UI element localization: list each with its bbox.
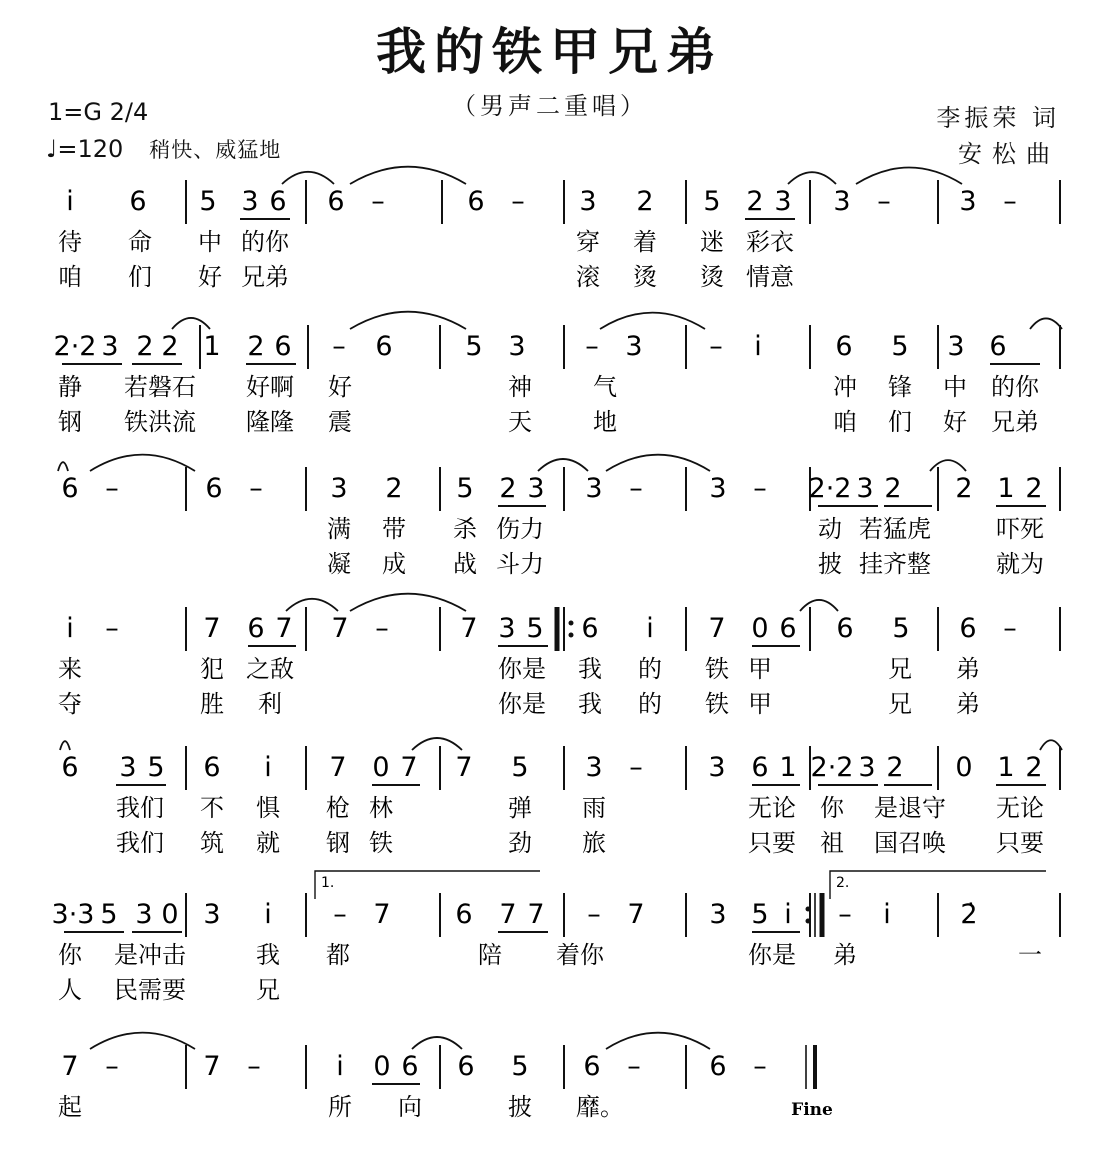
tie-arc: [282, 172, 334, 184]
note: 6: [61, 752, 79, 783]
lyric-verse-1: 带: [382, 515, 406, 543]
lyric-verse-1: 你: [58, 941, 82, 969]
lyric-verse-1: 着你: [556, 941, 604, 969]
note: 2·2: [53, 331, 97, 362]
tie-arc: [350, 312, 466, 329]
lyric-verse-2: 咱: [833, 408, 857, 436]
note: –: [877, 186, 891, 217]
note: 6: [269, 186, 287, 217]
tie-arc: [60, 741, 70, 750]
note: 3: [498, 613, 516, 644]
note: –: [1003, 613, 1017, 644]
tie-arc: [58, 462, 68, 471]
lyric-verse-2: 情意: [746, 263, 794, 291]
tie-arc: [930, 460, 966, 471]
lyric-verse-2: 兄弟: [991, 408, 1039, 436]
lyric-verse-1: 无论: [748, 794, 796, 822]
note: –: [585, 331, 599, 362]
lyric-verse-1: 若磐石: [124, 373, 196, 401]
note: 6: [835, 331, 853, 362]
lyric-verse-1: 是冲击: [114, 941, 186, 969]
lyric-verse-2: 利: [258, 690, 282, 718]
lyric-verse-2: 兄弟: [241, 263, 289, 291]
note: 5: [891, 331, 909, 362]
lyric-verse-1: 气: [593, 373, 617, 401]
note: 3: [579, 186, 597, 217]
lyric-verse-2: 胜: [200, 690, 224, 718]
note: 5: [199, 186, 217, 217]
lyric-verse-1: 静: [58, 373, 82, 401]
note: 3: [119, 752, 137, 783]
lyric-verse-1: 是退守: [874, 794, 946, 822]
note: i̇: [264, 899, 272, 930]
lyric-verse-1: 雨: [582, 794, 606, 822]
tie-arc: [412, 738, 462, 750]
lyric-verse-1: 靡。: [576, 1093, 624, 1121]
note: 7: [527, 899, 545, 930]
lyric-verse-1: 弟: [833, 941, 857, 969]
note: 5: [147, 752, 165, 783]
note: 0: [161, 899, 179, 930]
lyric-verse-2: 天: [508, 408, 532, 436]
note: 0: [751, 613, 769, 644]
note: 6: [129, 186, 147, 217]
volta-label-1: 1.: [321, 875, 335, 891]
note: 2·2: [810, 752, 854, 783]
note: 6: [455, 899, 473, 930]
lyric-verse-2: 烫: [633, 263, 657, 291]
lyric-verse-1: 迷: [700, 228, 724, 256]
note: i̇: [646, 613, 654, 644]
note: –: [587, 899, 601, 930]
note: 5: [456, 473, 474, 504]
tie-arc: [606, 455, 710, 471]
note: 2̇: [960, 899, 978, 930]
note: 3: [947, 331, 965, 362]
note: 6: [583, 1051, 601, 1082]
lyric-verse-1: 的你: [241, 228, 289, 256]
lyric-verse-1: 林: [369, 794, 393, 822]
note: 3: [585, 752, 603, 783]
repeat-dot: [569, 621, 574, 626]
lyric-verse-1: 好: [328, 373, 352, 401]
note: –: [249, 473, 263, 504]
note: i̇: [66, 186, 74, 217]
note: 5: [100, 899, 118, 930]
lyric-verse-1: 来: [58, 655, 82, 683]
tempo-value: =120: [57, 135, 124, 163]
lyric-verse-2: 披: [818, 550, 842, 578]
lyric-verse-2: 滚: [576, 263, 600, 291]
note: –: [1003, 186, 1017, 217]
tie-arc: [90, 455, 195, 471]
song-subtitle: （男声二重唱）: [452, 92, 648, 120]
lyric-verse-1: 满: [327, 515, 351, 543]
tie-arc: [788, 172, 836, 184]
note: 5: [751, 899, 769, 930]
lyric-verse-2: 铁: [705, 690, 729, 718]
note: 2: [1025, 752, 1043, 783]
note: 3: [709, 899, 727, 930]
note: i̇: [336, 1051, 344, 1082]
lyric-verse-1: 所: [328, 1093, 352, 1121]
note: 7: [331, 613, 349, 644]
note: 6: [203, 752, 221, 783]
note: 6: [581, 613, 599, 644]
note: 3: [833, 186, 851, 217]
note: 2: [886, 752, 904, 783]
lyric-verse-1: 锋: [888, 373, 912, 401]
lyric-verse-2: 烫: [700, 263, 724, 291]
note: 7: [275, 613, 293, 644]
lyric-verse-2: 成: [382, 550, 406, 578]
lyric-verse-2: 斗力: [496, 550, 544, 578]
note: 5: [526, 613, 544, 644]
lyric-verse-1: 杀: [453, 515, 477, 543]
composer-credit: 安松曲: [958, 140, 1060, 168]
note: 2: [1025, 473, 1043, 504]
note: –: [105, 473, 119, 504]
lyric-verse-1: 动: [818, 515, 842, 543]
note: –: [627, 1051, 641, 1082]
note: 7: [455, 752, 473, 783]
note: 5: [892, 613, 910, 644]
lyric-verse-1: 神: [508, 373, 532, 401]
lyric-verse-1: 兄: [888, 655, 912, 683]
lyric-verse-1: 你是: [748, 941, 796, 969]
note: –: [247, 1051, 261, 1082]
fine-marking: Fine: [791, 1100, 833, 1120]
note: –: [629, 752, 643, 783]
note: 6: [375, 331, 393, 362]
note: 3: [330, 473, 348, 504]
note: 3: [625, 331, 643, 362]
lyric-verse-2: 甲: [748, 690, 772, 718]
note: 3: [585, 473, 603, 504]
lyric-verse-2: 的: [638, 690, 662, 718]
note: –: [105, 613, 119, 644]
note: 6: [751, 752, 769, 783]
note: 6: [709, 1051, 727, 1082]
tie-arc: [412, 1037, 462, 1049]
lyric-verse-2: 铁: [369, 829, 393, 857]
lyric-verse-2: 咱: [58, 263, 82, 291]
volta-label-2: 2.: [836, 875, 850, 891]
note: –: [753, 473, 767, 504]
lyric-verse-1: 你是: [498, 655, 546, 683]
lyric-verse-2: 旅: [582, 829, 606, 857]
note: 1: [203, 331, 221, 362]
repeat-dot: [806, 907, 811, 912]
lyric-verse-1: 起: [58, 1093, 82, 1121]
note: 7: [460, 613, 478, 644]
note: –: [332, 331, 346, 362]
lyric-verse-1: 的: [638, 655, 662, 683]
lyric-verse-2: 地: [593, 408, 617, 436]
lyric-verse-1: 陪: [478, 941, 502, 969]
tie-arc: [856, 168, 962, 184]
lyric-verse-2: 凝: [327, 550, 351, 578]
lyric-verse-1: 犯: [200, 655, 224, 683]
lyric-verse-1: 好啊: [246, 373, 294, 401]
note: 6: [247, 613, 265, 644]
lyric-verse-1: 惧: [256, 794, 280, 822]
lyric-verse-2: 们: [888, 408, 912, 436]
note: 5: [465, 331, 483, 362]
lyric-verse-1: 都: [326, 941, 350, 969]
lyric-verse-2: 铁洪流: [124, 408, 196, 436]
lyric-verse-2: 兄: [888, 690, 912, 718]
note: 3: [959, 186, 977, 217]
lyric-verse-1: 向: [398, 1093, 422, 1121]
note: 3: [241, 186, 259, 217]
note: –: [375, 613, 389, 644]
note: 6: [274, 331, 292, 362]
note: i̇: [784, 899, 792, 930]
note: 2: [955, 473, 973, 504]
note: 3: [203, 899, 221, 930]
lyric-verse-1: 冲: [833, 373, 857, 401]
lyric-verse-1: 无论: [996, 794, 1044, 822]
lyric-verse-2: 夺: [58, 690, 82, 718]
lyric-verse-1: 枪: [326, 794, 350, 822]
lyric-verse-1: 着: [633, 228, 657, 256]
lyric-verse-2: 挂齐整: [859, 550, 931, 578]
lyric-verse-2: 筑: [200, 829, 224, 857]
lyric-verse-2: 劲: [508, 829, 532, 857]
note: –: [629, 473, 643, 504]
tie-arc: [172, 318, 210, 329]
lyric-verse-2: 钢: [326, 829, 350, 857]
lyric-verse-2: 隆隆: [246, 408, 294, 436]
note: i̇: [66, 613, 74, 644]
note: 7: [373, 899, 391, 930]
note: 6: [836, 613, 854, 644]
note: 2: [247, 331, 265, 362]
lyric-verse-1: 披: [508, 1093, 532, 1121]
note: 3: [858, 752, 876, 783]
lyric-verse-2: 国召唤: [874, 829, 946, 857]
note: 7: [499, 899, 517, 930]
note: –: [838, 899, 852, 930]
note: 7: [203, 613, 221, 644]
note: 2: [884, 473, 902, 504]
lyric-verse-1: 甲: [748, 655, 772, 683]
note: 6: [959, 613, 977, 644]
lyric-verse-1: 弹: [508, 794, 532, 822]
note: 7: [203, 1051, 221, 1082]
note: 5: [511, 1051, 529, 1082]
lyric-verse-2: 你是: [498, 690, 546, 718]
note: 0: [372, 752, 390, 783]
tie-arc: [286, 599, 338, 611]
note: –: [511, 186, 525, 217]
tie-arc: [800, 600, 838, 611]
lyric-verse-2: 我们: [116, 829, 164, 857]
lyric-verse-2: 好: [198, 263, 222, 291]
lyric-verse-1: 命: [128, 228, 152, 256]
note: 7: [627, 899, 645, 930]
lyric-verse-2: 人: [58, 976, 82, 1004]
note: 6: [61, 473, 79, 504]
quarter-note-icon: ♩: [46, 135, 58, 163]
lyric-verse-2: 战: [453, 550, 477, 578]
lyric-verse-1: 若猛虎: [859, 515, 931, 543]
note: 1: [997, 473, 1015, 504]
lyric-verse-2: 祖: [820, 829, 844, 857]
note: 0: [373, 1051, 391, 1082]
lyric-verse-2: 民需要: [114, 976, 186, 1004]
note: 3: [527, 473, 545, 504]
lyric-verse-2: 只要: [996, 829, 1044, 857]
lyric-verse-1: 伤力: [496, 515, 544, 543]
lyric-verse-1: 中: [198, 228, 222, 256]
note: 6: [779, 613, 797, 644]
lyric-verse-1: 彩衣: [746, 228, 794, 256]
lyric-verse-1: 铁: [705, 655, 729, 683]
lyric-verse-1: 中: [943, 373, 967, 401]
repeat-dot: [806, 919, 811, 924]
note: 3: [856, 473, 874, 504]
note: 6: [401, 1051, 419, 1082]
note: 3·3: [51, 899, 95, 930]
note: i̇: [883, 899, 891, 930]
lyric-verse-1: 的你: [991, 373, 1039, 401]
note: 7: [329, 752, 347, 783]
note: 2: [136, 331, 154, 362]
tie-arc: [1030, 318, 1062, 329]
lyric-verse-2: 我: [578, 690, 602, 718]
note: 5: [511, 752, 529, 783]
note: 3: [508, 331, 526, 362]
note: 2: [499, 473, 517, 504]
volta-bracket-1: [315, 871, 540, 899]
tempo-marking: 稍快、威猛地: [149, 138, 282, 162]
lyric-verse-1: 之敌: [246, 655, 294, 683]
tie-arc: [90, 1033, 195, 1049]
tie-arc: [600, 313, 705, 329]
tie-arc: [350, 167, 466, 184]
lyric-verse-2: 钢: [58, 408, 82, 436]
note: 2: [161, 331, 179, 362]
note: 6: [457, 1051, 475, 1082]
tie-arc: [1040, 740, 1062, 750]
lyric-verse-2: 就为: [996, 550, 1044, 578]
lyric-verse-1: 吓死: [996, 515, 1044, 543]
note: i̇: [264, 752, 272, 783]
lyric-verse-1: 你: [820, 794, 844, 822]
note: 3: [709, 473, 727, 504]
tie-arc: [606, 1033, 710, 1049]
lyric-verse-1: 穿: [576, 228, 600, 256]
lyric-verse-1: 待: [58, 228, 82, 256]
note: 2: [746, 186, 764, 217]
note: 2: [636, 186, 654, 217]
note: 3: [708, 752, 726, 783]
note: 6: [327, 186, 345, 217]
note: 2·2: [808, 473, 852, 504]
note: 1: [779, 752, 797, 783]
note: –: [371, 186, 385, 217]
lyric-verse-1: 我: [256, 941, 280, 969]
note: 6: [205, 473, 223, 504]
note: 5: [703, 186, 721, 217]
note: 6: [467, 186, 485, 217]
note: 3: [135, 899, 153, 930]
lyric-verse-2: 们: [128, 263, 152, 291]
lyric-verse-2: 只要: [748, 829, 796, 857]
note: i̇: [754, 331, 762, 362]
note: 1: [997, 752, 1015, 783]
lyric-verse-1: 不: [200, 794, 224, 822]
lyric-verse-1: 一: [1018, 941, 1042, 969]
note: 7: [61, 1051, 79, 1082]
lyric-verse-1: 我们: [116, 794, 164, 822]
lyric-verse-1: 弟: [956, 655, 980, 683]
song-title: 我的铁甲兄弟: [376, 22, 724, 81]
note: 2: [385, 473, 403, 504]
note: 3: [774, 186, 792, 217]
lyric-verse-2: 兄: [256, 976, 280, 1004]
note: 7: [708, 613, 726, 644]
lyric-verse-2: 弟: [956, 690, 980, 718]
note: –: [333, 899, 347, 930]
tie-arc: [350, 594, 466, 611]
lyricist-credit: 李振荣 词: [936, 104, 1060, 132]
note: –: [753, 1051, 767, 1082]
note: 3: [101, 331, 119, 362]
note: –: [105, 1051, 119, 1082]
key-signature: 1=G 2/4: [48, 98, 149, 126]
note: 7: [400, 752, 418, 783]
note: –: [709, 331, 723, 362]
lyric-verse-2: 好: [943, 408, 967, 436]
lyric-verse-2: 震: [328, 408, 352, 436]
note: 0: [955, 752, 973, 783]
note: 6: [989, 331, 1007, 362]
lyric-verse-1: 我: [578, 655, 602, 683]
repeat-dot: [569, 633, 574, 638]
lyric-verse-2: 就: [256, 829, 280, 857]
